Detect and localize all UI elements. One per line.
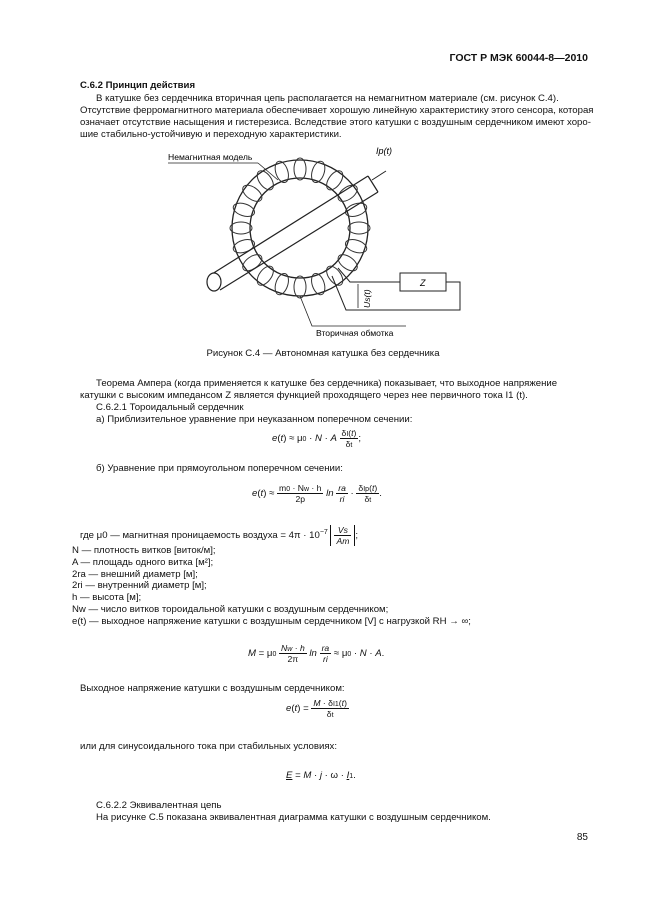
document-header: ГОСТ Р МЭК 60044-8—2010 [449, 52, 588, 64]
winding-turn [254, 168, 277, 193]
winding-turn [294, 276, 306, 298]
z-label: Z [420, 278, 426, 288]
winding-turn [232, 201, 257, 219]
toroid-windings [230, 158, 370, 298]
secondary-winding-label: Вторичная обмотка [316, 328, 394, 338]
formula-sinusoidal: E = M · j · ω · I1. [286, 770, 356, 781]
winding-turn [309, 160, 327, 185]
mu-definition: где μ0 — магнитная проницаемость воздуха = $4\pi \cdot 10^{-7}$ $\frac{Vs}{Am}$ ; [80, 525, 359, 546]
winding-turn [323, 168, 346, 193]
figure-air-coil [150, 140, 490, 345]
subsection-6-2-1: С.6.2.1 Тороидальный сердечник [96, 402, 244, 413]
def-n: N — плотность витков [виток/м]; [72, 545, 216, 556]
winding-turn [323, 263, 346, 288]
def-nw: Nw — число витков тороидальной катушки с воздушным сердечником; [72, 603, 389, 615]
formula-m: M = μ0 $\frac{Nw \cdot h}{2\pi}$ ln $\frac{ra}{ri}$ ≈ μ0 · N · A. [248, 643, 385, 664]
winding-turn [348, 222, 370, 234]
winding-turn [273, 272, 291, 297]
intro-line-2: Отсутствие ферромагнитного материала обеспечивает хорошую линейную характеристику этого сенсора, которая [80, 105, 594, 116]
winding-turn [344, 201, 369, 219]
winding-turn [232, 237, 257, 255]
winding-turn [240, 182, 265, 205]
winding-turn [309, 272, 327, 297]
theorem-line-2: катушки с высоким импедансом Z является функцией проходящего через нее первичного тока I1 (t). [80, 390, 528, 401]
figure-caption: Рисунок С.4 — Автономная катушка без сердечника [206, 348, 440, 359]
subsection-6-2-2-text: На рисунке С.5 показана эквивалентная диаграмма катушки с воздушным сердечником. [96, 812, 491, 823]
intro-line-4: шие стабильно-устойчивую и переходную характеристики. [80, 129, 342, 140]
def-ri: 2ri — внутренний диаметр [м]; [72, 580, 207, 592]
def-a: A — площадь одного витка [м²]; [72, 556, 214, 568]
nonmagnetic-label: Немагнитная модель [168, 152, 253, 162]
formula-b: e(t) ≈ $\frac{m0 \cdot Nw \cdot h}{2p}$ ln $\frac{ra}{ri}$ · $\frac{\text{δIp(t)}}{\delta t}$ . [252, 483, 382, 504]
current-label: Ip(t) [376, 146, 393, 156]
winding-turn [294, 158, 306, 180]
output-voltage-text: Выходное напряжение катушки с воздушным сердечником: [80, 683, 345, 694]
intro-line-3: означает отсутствие насыщения и гистерезиса. Вследствие этого катушки с воздушным сердечником имеют хоро- [80, 117, 591, 128]
winding-turn [335, 182, 360, 205]
winding-turn [230, 222, 252, 234]
item-a: а) Приблизительное уравнение при неуказанном поперечном сечении: [96, 414, 413, 425]
item-b: б) Уравнение при прямоугольном поперечном сечении: [96, 463, 343, 474]
variable-definitions [72, 545, 471, 628]
winding-turn [273, 160, 291, 185]
def-et: e(t) — выходное напряжение катушки с воздушным сердечником [V] с нагрузкой RH → ∞; [72, 615, 471, 627]
winding-turn [344, 237, 369, 255]
formula-output: e(t) = $\frac{M \cdot \delta I1(t)}{\delta t}$ [286, 698, 347, 719]
voltage-label: Us(t) [362, 289, 372, 308]
subsection-6-2-2: С.6.2.2 Эквивалентная цепь [96, 800, 222, 811]
sinusoidal-text: или для синусоидального тока при стабильных условиях: [80, 741, 337, 752]
page-number: 85 [576, 832, 588, 843]
intro-line-1: В катушке без сердечника вторичная цепь располагается на немагнитном материале (см. рисунок С.4). [96, 93, 559, 104]
section-title: С.6.2 Принцип действия [80, 80, 196, 91]
theorem-line-1: Теорема Ампера (когда применяется к катушке без сердечника) показывает, что выходное напряжение [96, 378, 558, 389]
formula-a: e(t) ≈ μ0 · N · A $\frac{\delta I(t)}{\delta t}$ ; [272, 428, 362, 449]
def-h: h — высота [м]; [72, 592, 142, 604]
winding-turn [335, 251, 360, 274]
def-ra: 2ra — внешний диаметр [м]; [72, 568, 198, 580]
